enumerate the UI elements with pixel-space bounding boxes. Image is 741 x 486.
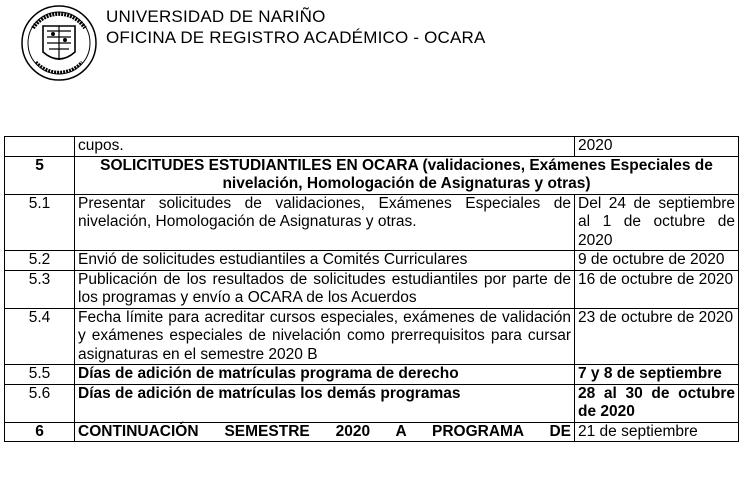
row-description: Días de adición de matrículas programa de derecho bbox=[75, 365, 575, 385]
row-number: 5.6 bbox=[5, 384, 75, 422]
section-row bbox=[5, 156, 739, 194]
table-row bbox=[5, 270, 739, 308]
row-number: 5.4 bbox=[5, 308, 75, 365]
document-header bbox=[20, 4, 720, 84]
row-description: Días de adición de matrículas los demás programas bbox=[75, 384, 575, 422]
row-date: 21 de septiembre bbox=[575, 422, 739, 442]
section-number: 6 bbox=[5, 422, 75, 442]
row-date: 23 de octubre de 2020 bbox=[575, 308, 739, 365]
row-date: Del 24 de septiembre al 1 de octubre de 2020 bbox=[575, 194, 739, 251]
row-description: Fecha límite para acreditar cursos especiales, exámenes de validación y exámenes especiales de nivelación como prerrequisitos para cursar asignaturas en el semestre 2020 B bbox=[75, 308, 575, 365]
office-name: OFICINA DE REGISTRO ACADÉMICO - OCARA bbox=[106, 28, 486, 47]
table-row bbox=[5, 422, 739, 442]
table-row bbox=[5, 137, 739, 157]
row-description: Envió de solicitudes estudiantiles a Comités Curriculares bbox=[75, 251, 575, 271]
row-date: 7 y 8 de septiembre bbox=[575, 365, 739, 385]
table-row bbox=[5, 384, 739, 422]
row-date: 9 de octubre de 2020 bbox=[575, 251, 739, 271]
row-number: 5.2 bbox=[5, 251, 75, 271]
row-number bbox=[5, 137, 75, 157]
row-date: 16 de octubre de 2020 bbox=[575, 270, 739, 308]
row-date: 2020 bbox=[575, 137, 739, 157]
section-title: SOLICITUDES ESTUDIANTILES EN OCARA (validaciones, Exámenes Especiales de nivelación, Homologación de Asignaturas y otras) bbox=[75, 156, 739, 194]
academic-calendar-table bbox=[4, 136, 739, 442]
institution-name bbox=[106, 6, 486, 48]
table-row bbox=[5, 194, 739, 251]
section-title: CONTINUACIÓN SEMESTRE 2020 A PROGRAMA DE bbox=[75, 422, 575, 442]
row-number: 5.3 bbox=[5, 270, 75, 308]
section-number: 5 bbox=[5, 156, 75, 194]
row-description: cupos. bbox=[75, 137, 575, 157]
row-number: 5.1 bbox=[5, 194, 75, 251]
table-row bbox=[5, 251, 739, 271]
row-number: 5.5 bbox=[5, 365, 75, 385]
row-description: Presentar solicitudes de validaciones, Exámenes Especiales de nivelación, Homologación de Asignaturas y otras. bbox=[75, 194, 575, 251]
university-name: UNIVERSIDAD DE NARIÑO bbox=[106, 7, 326, 26]
university-seal-icon bbox=[20, 4, 98, 82]
row-description: Publicación de los resultados de solicitudes estudiantiles por parte de los programas y envío a OCARA de los Acuerdos bbox=[75, 270, 575, 308]
table-row bbox=[5, 365, 739, 385]
row-date: 28 al 30 de octubre de 2020 bbox=[575, 384, 739, 422]
table-row bbox=[5, 308, 739, 365]
